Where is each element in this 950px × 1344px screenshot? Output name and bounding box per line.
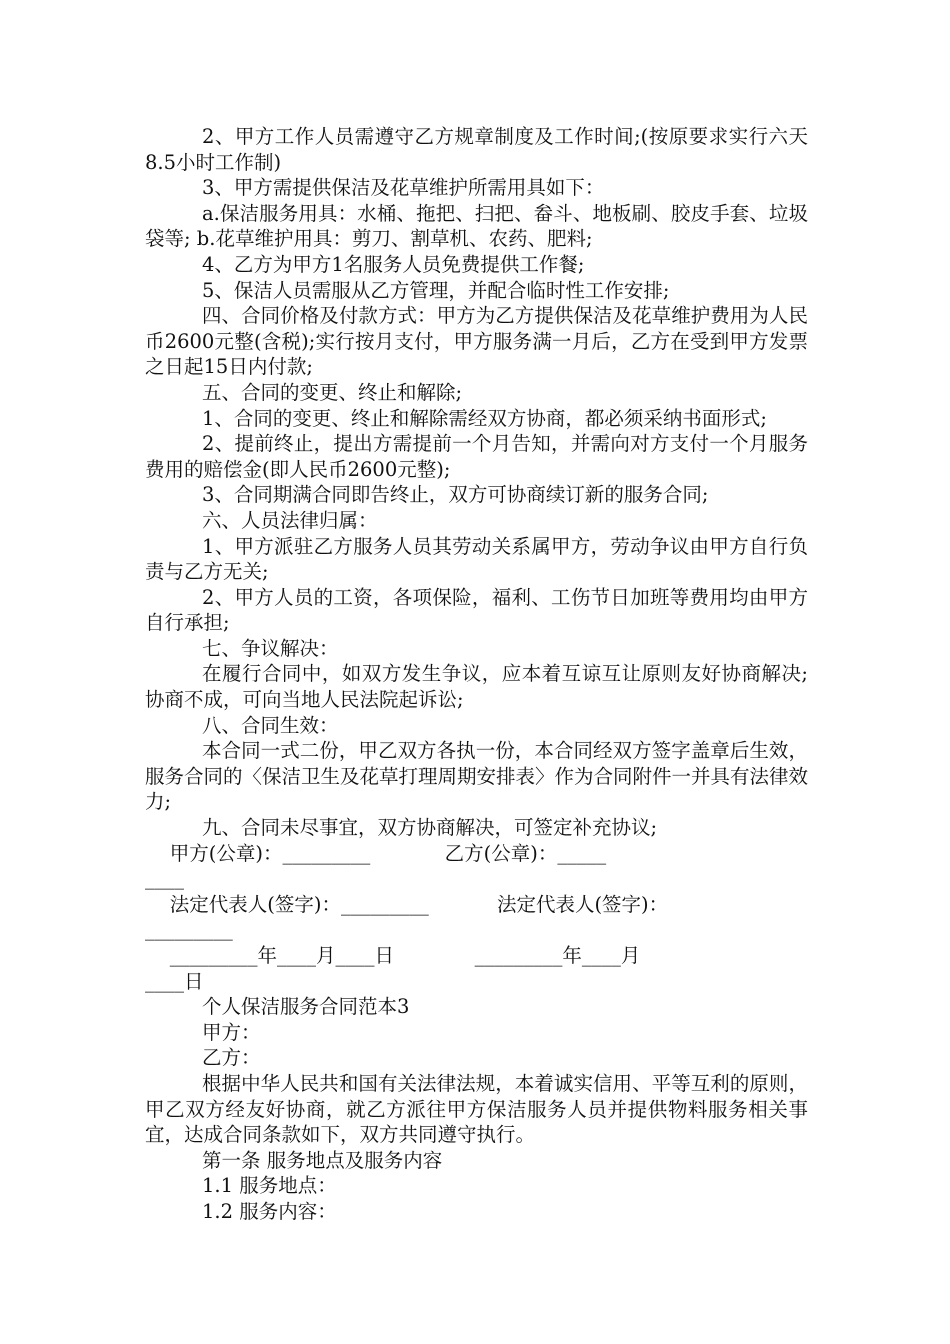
party-b-label: 乙方：: [202, 1046, 261, 1070]
paragraph: 五、合同的变更、终止和解除;: [202, 380, 463, 404]
party-seal-line: 甲方(公章)：_________ 乙方(公章)：_____: [145, 841, 607, 865]
paragraph: 2、甲方人员的工资，各项保险，福利、工伤节日加班等费用均由甲方自行承担;: [145, 585, 808, 635]
paragraph: 2、提前终止，提出方需提前一个月告知，并需向对方支付一个月服务费用的赔偿金(即人民币2600元整);: [145, 432, 808, 481]
date-line: _________年____月____日 _________年____月: [145, 944, 641, 967]
document-body: [145, 124, 808, 1225]
paragraph: 六、人员法律归属：: [202, 508, 378, 532]
signature-block: [145, 841, 808, 995]
party-seal-line-wrap: ____: [145, 867, 184, 891]
paragraph: 八、合同生效：: [202, 713, 339, 737]
legal-rep-line: 法定代表人(签字)：_________ 法定代表人(签字)：: [145, 892, 669, 916]
preamble-paragraph: 根据中华人民共和国有关法律法规，本着诚实信用、平等互利的原则，甲乙双方经友好协商，就乙方派往甲方保洁服务人员并提供物料服务相关事宜，达成合同条款如下，双方共同遵守执行。: [145, 1071, 808, 1147]
paragraph: 在履行合同中，如双方发生争议，应本着互谅互让原则友好协商解决;协商不成，可向当地人民法院起诉讼;: [145, 662, 808, 712]
paragraph: 本合同一式二份，甲乙双方各执一份，本合同经双方签字盖章后生效，服务合同的〈保洁卫生及花草打理周期安排表〉作为合同附件一并具有法律效力;: [145, 739, 809, 814]
paragraph: 1、合同的变更、终止和解除需经双方协商，都必须采纳书面形式;: [202, 406, 767, 430]
paragraph: 1、甲方派驻乙方服务人员其劳动关系属甲方，劳动争议由甲方自行负责与乙方无关;: [145, 534, 808, 584]
paragraph: 四、合同价格及付款方式：甲方为乙方提供保洁及花草维护费用为人民币2600元整(含税);实行按月支付，甲方服务满一月后，乙方在受到甲方发票之日起15日内付款;: [145, 304, 808, 379]
paragraph: 3、合同期满合同即告终止，双方可协商续订新的服务合同;: [202, 483, 709, 507]
paragraph: 七、争议解决：: [202, 636, 339, 660]
date-line-wrap: ____日: [145, 969, 204, 993]
clause-item: 1.2 服务内容：: [202, 1199, 337, 1223]
paragraph: 3、甲方需提供保洁及花草维护所需用具如下：: [202, 176, 605, 200]
legal-rep-line-wrap: _________: [145, 918, 233, 942]
party-a-label: 甲方：: [202, 1020, 261, 1044]
paragraph: 九、合同未尽事宜，双方协商解决，可签定补充协议;: [202, 816, 658, 840]
paragraph: 4、乙方为甲方1名服务人员免费提供工作餐;: [202, 252, 585, 276]
article-heading: 第一条 服务地点及服务内容: [202, 1148, 443, 1172]
clause-item: 1.1 服务地点：: [202, 1174, 337, 1198]
paragraph: 2、甲方工作人员需遵守乙方规章制度及工作时间;(按原要求实行六天8.5小时工作制): [145, 125, 808, 174]
paragraph: a.保洁服务用具：水桶、拖把、扫把、畚斗、地板刷、胶皮手套、垃圾袋等; b.花草维护用具：剪刀、割草机、农药、肥料;: [145, 201, 808, 251]
paragraph: 5、保洁人员需服从乙方管理，并配合临时性工作安排;: [202, 278, 670, 302]
contract-title: 个人保洁服务合同范本3: [202, 995, 410, 1019]
